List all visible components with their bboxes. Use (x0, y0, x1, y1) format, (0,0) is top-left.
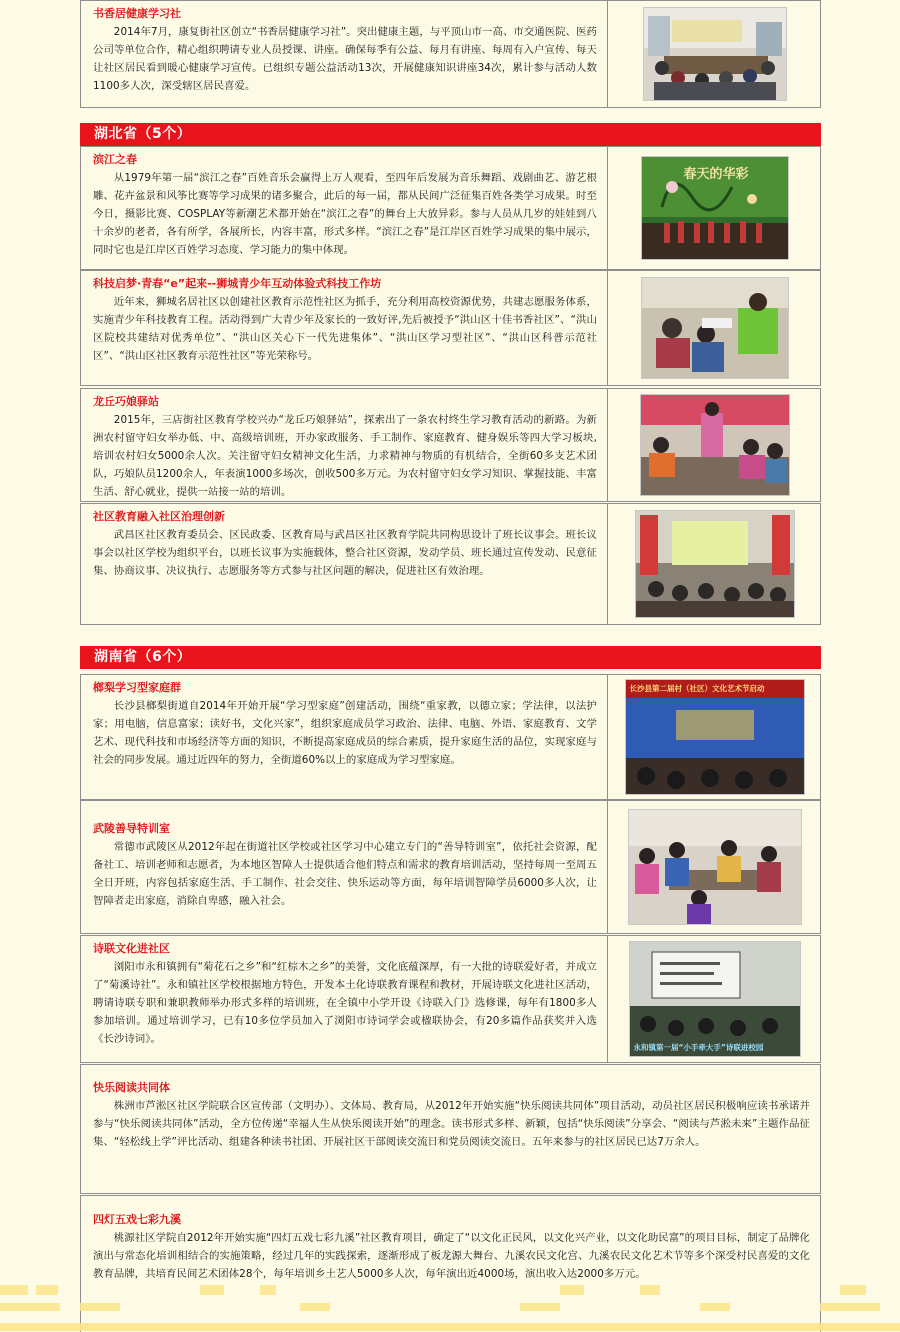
photo-image (641, 277, 789, 379)
entry-title: 诗联文化进社区 (93, 942, 170, 955)
training-room-photo (609, 801, 820, 933)
handicraft-illustration (641, 395, 789, 495)
entry-text (81, 1, 608, 107)
photo-image (629, 941, 801, 1057)
photo-caption: 春天的华彩 (683, 167, 749, 182)
entry-title: 社区教育融入社区治理创新 (93, 510, 225, 523)
photo-image (641, 156, 789, 260)
science-workshop-photo (609, 271, 820, 385)
lecture-hall-illustration (636, 511, 794, 617)
stage-performance-photo (609, 147, 820, 269)
entry-text (81, 801, 608, 933)
entry-shuxiangju (80, 0, 821, 108)
section-header-hunan: 湖南省（6个） (80, 646, 821, 669)
entry-binjiang (80, 146, 821, 270)
entry-text (81, 504, 608, 624)
workshop-illustration (642, 278, 788, 378)
poetry-classroom-photo (609, 936, 820, 1062)
entry-text (81, 936, 608, 1062)
entry-title: 榔梨学习型家庭群 (93, 681, 181, 694)
entry-zhili (80, 503, 821, 625)
photo-image (643, 7, 787, 101)
photo-image (635, 510, 795, 618)
entry-sideng (80, 1195, 821, 1332)
entry-body: 武昌区社区教育委员会、区民政委、区教育局与武昌区社区教育学院共同构思设计了班长议事会。班长议事会以社区学校为组织平台，以班长议事为实施载体，整合社区资源，发动学员、班长通过宣传发动、民意征集、协商议事、决议执行、志愿服务等方式参与社区问题的解决，促进社区有效治理。 (93, 529, 597, 577)
photo-caption: 长沙县第二届村（社区）文化艺术节启动 (629, 684, 765, 693)
entry-body: 长沙县榔梨街道自2014年开始开展“学习型家庭”创建活动，围绕“重家教，以德立家；学法律，以法护家；用电脑，信息富家；读好书，文化兴家”，组织家庭成员学习政治、法律、电脑、外语、家庭教育、文学艺术、现代科技和市场经济等方面的知识，不断提高家庭成员的综合素质，提升家庭生活的品位，实现家庭与社会的同步发展。通过近四年的努力，全街道60%以上的家庭成为学习型家庭。 (93, 700, 597, 766)
entry-body: 近年来，狮城名居社区以创建社区教育示范性社区为抓手，充分利用高校资源优势，共建志愿服务体系，实施青少年科技教育工程。活动得到广大青少年及家长的一致好评,先后被授予“洪山区十佳书香社区”、“洪山区院校共建结对优秀单位”、“洪山区关心下一代先进集体”、“洪山区学习型社区”、“洪山区科普示范社区”、“洪山区社区教育示范性社区”等光荣称号。 (93, 296, 597, 362)
entry-text (81, 271, 608, 385)
handicraft-class-photo (609, 389, 820, 501)
lecture-hall-photo (609, 504, 820, 624)
section-header-hubei: 湖北省（5个） (80, 123, 821, 146)
entry-body: 株洲市芦淞区社区学院联合区宣传部（文明办）、文体局、教育局，从2012年开始实施“快乐阅读共同体”项目活动，动员社区居民积极响应读书承诺并参与“快乐阅读共同体”活动，全方位传递“幸福人生从快乐阅读开始”的理念。读书形式多样、新颖，包括“快乐阅读”分享会、“阅读与芦淞未来”主题作品征集、“轻松线上学”评比活动、组建各种读书社团、开展社区干部阅读交流日和党员阅读交流日。五年来参与的社区居民已达7万余人。 (93, 1100, 810, 1148)
photo-image (628, 809, 802, 925)
entry-kuaile (80, 1064, 821, 1194)
entry-title: 书香居健康学习社 (93, 7, 181, 20)
entry-title: 龙丘巧娘驿站 (93, 395, 159, 408)
entry-title: 四灯五戏七彩九溪 (93, 1213, 181, 1226)
photo-image (640, 394, 790, 496)
entry-text (81, 147, 608, 269)
entry-text (81, 1065, 820, 1193)
entry-text (81, 389, 608, 501)
entry-text (81, 675, 608, 799)
entry-title: 滨江之春 (93, 153, 137, 166)
entry-body: 从1979年第一届“滨江之春”百姓音乐会赢得上万人观看，至四年后发展为音乐舞蹈、戏剧曲艺、游艺根雕、花卉盆景和风筝比赛等学习成果的诸多聚合，此后的每一届，都从民间广泛征集百姓各类学习成果。时至今日，摄影比赛、COSPLAY等新潮艺术都开始在“滨江之春”的舞台上大放异彩。参与人员从几岁的娃娃到八十余岁的老者，各有所学，各展所长，内容丰富，形式多样。“滨江之春”是江岸区百姓学习成果的集中展示，同时它也是江岸区百姓学习态度、学习能力的集中体现。 (93, 172, 597, 256)
photo-caption: 永和镇第一届“小手牵大手”诗联进校园 (633, 1043, 764, 1052)
entry-body: 2014年7月，康复街社区创立“书香居健康学习社”。突出健康主题，与平顶山市一高、市交通医院、医药公司等单位合作，精心组织聘请专业人员授课、讲座。确保每季有公益、每月有讲座、每周有入户宣传、每天让社区居民看到暖心健康学习宣传。已组织专题公益活动13次，开展健康知识讲座34次，累计参与活动人数1100多人次，深受辖区居民喜爱。 (93, 26, 597, 92)
entry-body: 桃源社区学院自2012年开始实施“四灯五戏七彩九溪”社区教育项目，确定了“以文化正民风，以文化兴产业，以文化助民富”的项目目标，制定了品牌化演出与常态化培训相结合的实施策略，经过几年的实践探索，逐渐形成了板龙源大舞台、九溪农民文化宫、九溪农民文化艺术节等多个深受村民喜爱的文化教育品牌，共培育民间艺术团体28个，每年培训乡土艺人5000多人次，每年演出近4000场，演出收入达2000多万元。 (93, 1232, 810, 1280)
entry-langli (80, 674, 821, 800)
entry-title: 武陵善导特训室 (93, 822, 170, 835)
entry-title: 科技启梦·青春“e”起来--狮城青少年互动体验式科技工作坊 (93, 277, 382, 290)
entry-body: 常德市武陵区从2012年起在街道社区学校或社区学习中心建立专门的“善导特训室”，依托社会资源，配备社工、培训老师和志愿者，为本地区智障人士提供适合他们特点和需求的教育培训活动，坚持每周一至周五全日开班，内容包括家庭生活、手工制作、社会交往、快乐运动等方面，每年培训智障学员6000多人次，让智障者走出家庭，消除自卑感，融入社会。 (93, 841, 597, 907)
meeting-room-illustration (644, 8, 786, 100)
entry-shilian (80, 935, 821, 1063)
entry-text (81, 1196, 820, 1332)
entry-body: 2015年，三店街社区教育学校兴办“龙丘巧娘驿站”，探索出了一条农村终生学习教育活动的新路。为新洲农村留守妇女举办低、中、高级培训班，开办家政服务、手工制作、家庭教育、健身娱乐等四大学习板块,培训农村妇女5000余人次。关注留守妇女精神文化生活，力求精神与物质的有机结合，全街60多支艺术团队，巧娘队员1200余人，年表演1000多场次，创收500多万元。为农村留守妇女学习知识、掌握技能、丰富生活、舒心就业，提供一站接一站的培训。 (93, 414, 597, 498)
entry-title: 快乐阅读共同体 (93, 1081, 170, 1094)
entry-wuling (80, 800, 821, 934)
training-room-illustration (629, 810, 801, 924)
entry-body: 浏阳市永和镇拥有“菊花石之乡”和“红棕木之乡”的美誉，文化底蕴深厚，有一大批的诗联爱好者，并成立了“菊溪诗社”。永和镇社区学校根据地方特色，开发本土化诗联教育课程和教材，开展诗联文化进社区活动，聘请诗联专职和兼职教师举办形式多样的培训班，在全镇中小学开设《诗联入门》选修课，每年有1800多人参加培训。通过培训学习，已有10多位学员加入了浏阳市诗词学会或楹联协会，有20多篇作品获奖并入选《长沙诗词》。 (93, 961, 597, 1045)
classroom-illustration (630, 942, 800, 1056)
festival-stage-photo (609, 675, 820, 799)
photo-image (625, 679, 805, 795)
entry-keji (80, 270, 821, 386)
meeting-room-photo (609, 1, 820, 107)
entry-longqiu (80, 388, 821, 502)
festival-illustration (626, 680, 804, 794)
